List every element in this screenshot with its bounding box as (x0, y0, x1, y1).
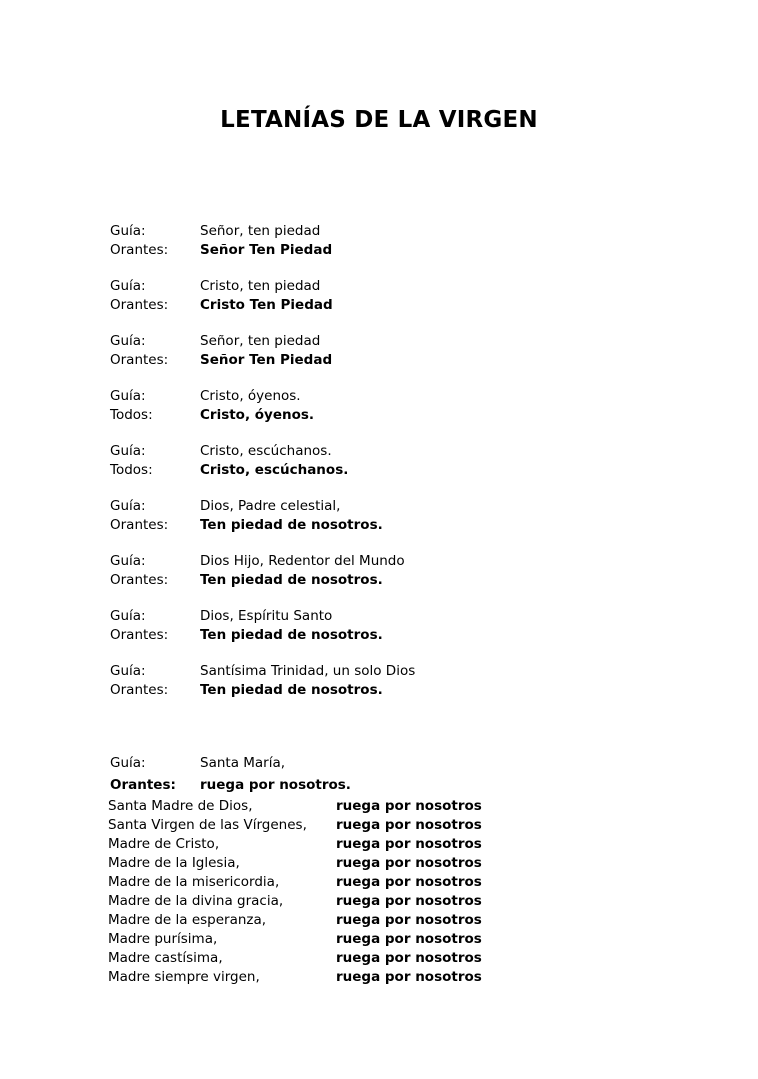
response-text: Señor Ten Piedad (200, 352, 333, 368)
leader-label: Guía: (110, 223, 146, 239)
litany-row (108, 797, 668, 816)
leader-label: Guía: (110, 608, 146, 624)
leader-line (110, 607, 670, 626)
litany-response: ruega por nosotros (336, 893, 482, 909)
page-title: LETANÍAS DE LA VIRGEN (220, 107, 538, 134)
invocation-text: Santa Madre de Dios, (108, 798, 253, 814)
response-label: Orantes: (110, 517, 169, 533)
litany-row (108, 930, 668, 949)
litany-row (108, 949, 668, 968)
litany-response: ruega por nosotros (336, 855, 482, 871)
response-line (110, 461, 670, 480)
response-label: Orantes: (110, 682, 169, 698)
leader-line (110, 387, 670, 406)
response-text: Ten piedad de nosotros. (200, 572, 383, 588)
litany-response: ruega por nosotros (336, 969, 482, 985)
dialogue-block (110, 332, 670, 370)
response-text: Cristo Ten Piedad (200, 297, 333, 313)
leader-line (110, 277, 670, 296)
leader-line (110, 662, 670, 681)
leader-line (110, 332, 670, 351)
response-label: Orantes: (110, 627, 169, 643)
dialogue-block (110, 277, 670, 315)
litany-row (108, 816, 668, 835)
leader-label: Guía: (110, 333, 146, 349)
leader-label: Guía: (110, 663, 146, 679)
leader-line (110, 497, 670, 516)
litany-list (108, 797, 668, 987)
santa-maria-block (110, 752, 670, 796)
litany-response: ruega por nosotros (336, 817, 482, 833)
dialogue-block (110, 387, 670, 425)
litany-row (108, 892, 668, 911)
response-text: Señor Ten Piedad (200, 242, 333, 258)
response-label: Orantes: (110, 297, 169, 313)
leader-text: Dios, Espíritu Santo (200, 608, 333, 624)
litany-row (108, 835, 668, 854)
leader-label: Guía: (110, 755, 146, 771)
litany-row (108, 873, 668, 892)
response-text: Cristo, óyenos. (200, 407, 315, 423)
response-line (110, 516, 670, 535)
invocation-text: Madre de la misericordia, (108, 874, 280, 890)
invocation-text: Madre siempre virgen, (108, 969, 260, 985)
litany-response: ruega por nosotros (336, 836, 482, 852)
response-text: Ten piedad de nosotros. (200, 627, 383, 643)
response-label: Todos: (110, 462, 153, 478)
litany-row (108, 911, 668, 930)
response-line (110, 241, 670, 260)
response-label: Orantes: (110, 777, 176, 793)
dialogue-block (110, 552, 670, 590)
leader-label: Guía: (110, 553, 146, 569)
leader-line (110, 752, 670, 774)
response-text: Ten piedad de nosotros. (200, 517, 383, 533)
response-text: ruega por nosotros. (200, 777, 351, 793)
response-line (110, 626, 670, 645)
litany-response: ruega por nosotros (336, 931, 482, 947)
response-label: Orantes: (110, 242, 169, 258)
leader-text: Cristo, óyenos. (200, 388, 301, 404)
response-line (110, 681, 670, 700)
leader-text: Santísima Trinidad, un solo Dios (200, 663, 416, 679)
leader-text: Dios, Padre celestial, (200, 498, 341, 514)
litany-row (108, 854, 668, 873)
leader-text: Santa María, (200, 755, 286, 771)
litany-response: ruega por nosotros (336, 798, 482, 814)
leader-text: Cristo, escúchanos. (200, 443, 332, 459)
leader-label: Guía: (110, 278, 146, 294)
response-line (110, 571, 670, 590)
dialogue-block (110, 497, 670, 535)
response-text: Cristo, escúchanos. (200, 462, 349, 478)
response-line (110, 406, 670, 425)
litany-response: ruega por nosotros (336, 950, 482, 966)
leader-label: Guía: (110, 443, 146, 459)
invocation-text: Madre castísima, (108, 950, 223, 966)
leader-label: Guía: (110, 388, 146, 404)
leader-text: Señor, ten piedad (200, 223, 321, 239)
litany-response: ruega por nosotros (336, 874, 482, 890)
response-label: Orantes: (110, 352, 169, 368)
response-text: Ten piedad de nosotros. (200, 682, 383, 698)
litany-response: ruega por nosotros (336, 912, 482, 928)
litany-row (108, 968, 668, 987)
response-label: Todos: (110, 407, 153, 423)
response-line (110, 296, 670, 315)
invocation-text: Madre de la esperanza, (108, 912, 267, 928)
invocation-text: Madre de la Iglesia, (108, 855, 240, 871)
leader-text: Señor, ten piedad (200, 333, 321, 349)
leader-line (110, 222, 670, 241)
leader-text: Dios Hijo, Redentor del Mundo (200, 553, 405, 569)
dialogue-section (110, 222, 670, 717)
invocation-text: Madre de Cristo, (108, 836, 220, 852)
response-line (110, 351, 670, 370)
dialogue-block (110, 222, 670, 260)
leader-label: Guía: (110, 498, 146, 514)
dialogue-block (110, 662, 670, 700)
invocation-text: Madre de la divina gracia, (108, 893, 284, 909)
leader-line (110, 442, 670, 461)
dialogue-block (110, 607, 670, 645)
leader-line (110, 552, 670, 571)
response-line (110, 774, 670, 796)
leader-text: Cristo, ten piedad (200, 278, 321, 294)
response-label: Orantes: (110, 572, 169, 588)
dialogue-block (110, 442, 670, 480)
invocation-text: Santa Virgen de las Vírgenes, (108, 817, 307, 833)
invocation-text: Madre purísima, (108, 931, 218, 947)
